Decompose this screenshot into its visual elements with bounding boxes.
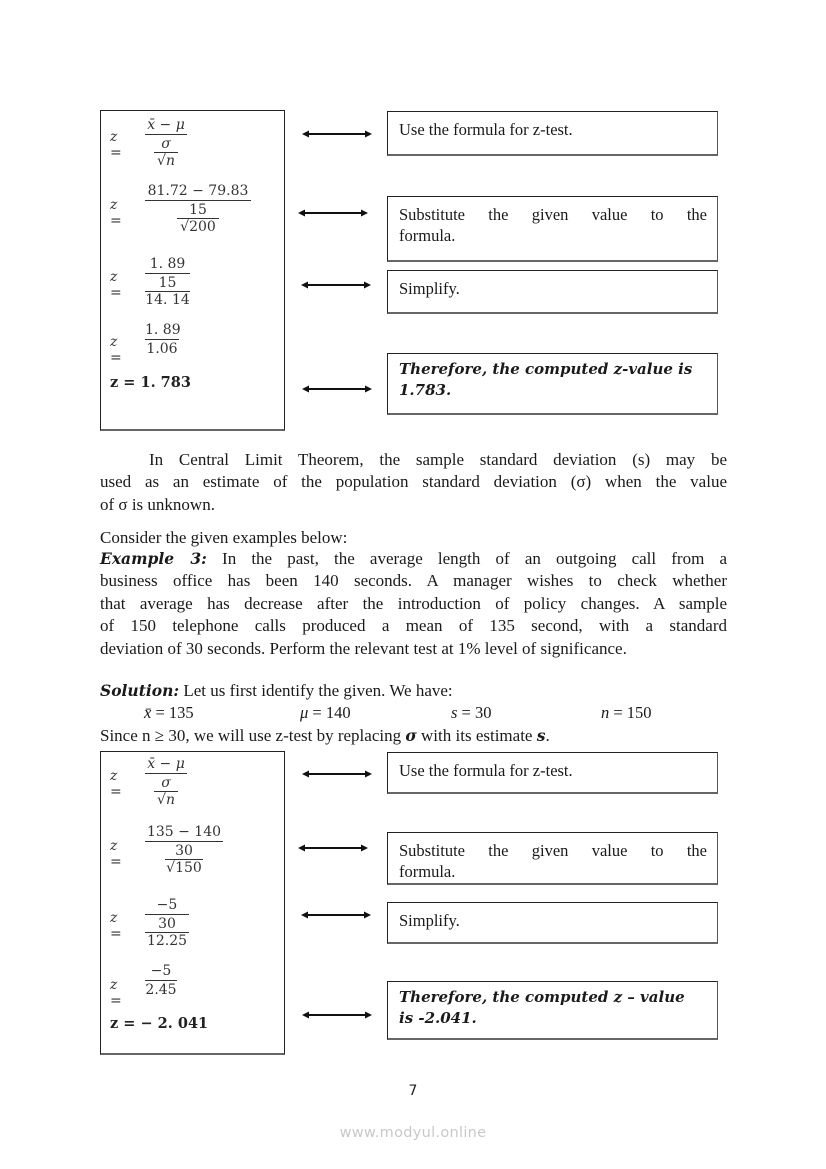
equation-result: z = 1. 783 — [110, 374, 191, 391]
fraction: 1. 89 1.06 — [145, 322, 181, 357]
given-n: n = 150 — [601, 703, 652, 722]
step-box-formula — [387, 752, 718, 794]
step-box-simplify — [387, 270, 718, 314]
fraction: x̄ − μ σ √n — [145, 117, 187, 169]
double-arrow-icon — [301, 280, 371, 290]
example3-paragraph: Example 3: In the past, the average length of an outgoing call from a business office has been 140 seconds. A manager wishes to check whether that average has decrease after the introduction of policy changes. A sample of 150 telephone calls produced a mean of 135 second, with a standard deviation of 30 seconds. Perform the relevant test at 1% level of significance. — [100, 549, 727, 658]
since-statement: Since n ≥ 30, we will use z-test by replacing σ with its estimate s. — [100, 726, 550, 745]
equation-result: z = − 2. 041 — [110, 1015, 209, 1032]
step-label: Use the formula for z-test. — [399, 761, 573, 780]
double-arrow-icon — [302, 769, 372, 779]
step-label: Use the formula for z-test. — [399, 120, 573, 139]
step-box-conclusion — [387, 981, 718, 1040]
equation-box-example3 — [100, 751, 285, 1055]
fraction: −5 30 12.25 — [146, 897, 188, 949]
double-arrow-icon — [298, 208, 368, 218]
step-label-line2: 1.783. — [399, 381, 452, 399]
step-label: Simplify. — [399, 911, 460, 930]
double-arrow-icon — [302, 384, 372, 394]
double-arrow-icon — [298, 843, 368, 853]
clt-paragraph: In Central Limit Theorem, the sample standard deviation (s) may be used as an estimate of the population standard deviation (σ) when the value of σ is unknown. — [100, 450, 727, 514]
fraction: −5 2.45 — [145, 963, 177, 998]
step-box-substitute — [387, 832, 718, 885]
fraction: x̄ − μ σ √n — [145, 756, 187, 808]
step-label-line1: Therefore, the computed z – value — [399, 988, 685, 1006]
step-label-line2: formula. — [399, 862, 456, 881]
step-label-line1: Substitute the given value to the — [399, 841, 707, 860]
step-box-simplify — [387, 902, 718, 944]
given-s: s = 30 — [451, 703, 492, 722]
step-box-substitute — [387, 196, 718, 262]
example-label: Example 3: — [100, 549, 207, 568]
step-label-line1: Therefore, the computed z-value is — [399, 360, 693, 378]
solution-label: Solution: — [100, 681, 180, 700]
step-label-line2: is -2.041. — [399, 1009, 477, 1027]
given-xbar: x̄ = 135 — [144, 703, 194, 722]
fraction: 81.72 − 79.83 15 √200 — [145, 183, 251, 235]
watermark: www.modyul.online — [339, 1125, 487, 1141]
double-arrow-icon — [302, 1010, 372, 1020]
step-label-line2: formula. — [399, 226, 456, 245]
intro-text: Consider the given examples below: — [100, 528, 348, 547]
step-box-conclusion — [387, 353, 718, 415]
double-arrow-icon — [301, 910, 371, 920]
step-label: Simplify. — [399, 279, 460, 298]
step-label-line1: Substitute the given value to the — [399, 205, 707, 224]
fraction: 1. 89 15 14. 14 — [145, 256, 190, 308]
step-box-formula — [387, 111, 718, 156]
double-arrow-icon — [302, 129, 372, 139]
fraction: 135 − 140 30 √150 — [146, 824, 222, 876]
given-mu: μ = 140 — [300, 703, 351, 722]
page-number: 7 — [408, 1083, 418, 1099]
solution-intro: Solution: Let us first identify the given. We have: — [100, 681, 453, 700]
equation-lhs: z = — [110, 129, 122, 161]
